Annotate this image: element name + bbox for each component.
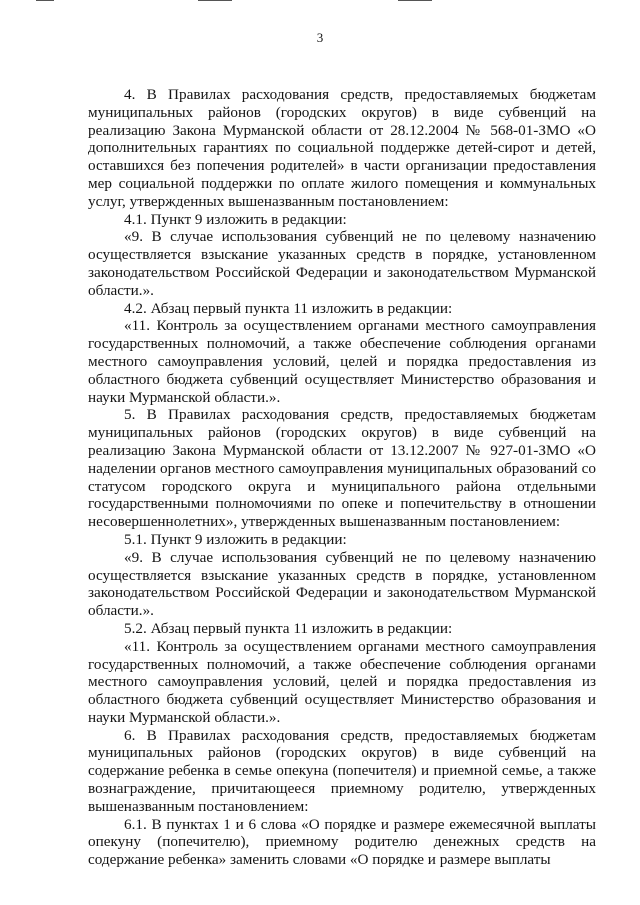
top-edge-rule-left bbox=[36, 0, 54, 1]
paragraph-5-1: 5.1. Пункт 9 изложить в редакции: bbox=[124, 530, 347, 548]
paragraph-4-1: 4.1. Пункт 9 изложить в редакции: bbox=[124, 210, 347, 228]
document-body bbox=[88, 86, 596, 869]
paragraph-4: 4. В Правилах расходования средств, предоставляемых бюджетам муниципальных районов (городских округов) в виде субвенций на реализацию Закона Мурманской области от 28.12.2004 № 568-01-ЗМО «О дополнительных гарантиях по социальной поддержке детей-сирот и детей, оставшихся без попечения родителей» в части организации предоставления мер социальной поддержки по оплате жилого помещения и коммунальных услуг, утвержденных вышеназванным постановлением: bbox=[88, 86, 596, 210]
paragraph-4-2: 4.2. Абзац первый пункта 11 изложить в редакции: bbox=[124, 299, 453, 317]
paragraph-4-1-quote: «9. В случае использования субвенций не по целевому назначению осуществляется взыскание указанных средств в порядке, установленном законодательством Российской Федерации и законодательством Мурманской области.». bbox=[88, 228, 596, 299]
paragraph-5-2: 5.2. Абзац первый пункта 11 изложить в редакции: bbox=[124, 619, 453, 637]
paragraph-6-1: 6.1. В пунктах 1 и 6 слова «О порядке и размере ежемесячной выплаты опекуну (попечителю), приемному родителю денежных средств на содержание ребенка» заменить словами «О порядке и размере выплаты bbox=[88, 815, 596, 869]
paragraph-5-1-quote: «9. В случае использования субвенций не по целевому назначению осуществляется взыскание указанных средств в порядке, установленном законодательством Российской Федерации и законодательством Мурманской области.». bbox=[88, 548, 596, 620]
paragraph-5-2-quote: «11. Контроль за осуществлением органами местного самоуправления государственных полномочий, а также обеспечение соблюдения органами местного самоуправления условий, целей и порядка предоставления из областного бюджета субвенций осуществляет Министерство образования и науки Мурманской области.». bbox=[88, 637, 596, 726]
paragraph-4-2-quote: «11. Контроль за осуществлением органами местного самоуправления государственных полномочий, а также обеспечение соблюдения органами местного самоуправления условий, целей и порядка предоставления из областного бюджета субвенций осуществляет Министерство образования и науки Мурманской области.». bbox=[88, 317, 596, 406]
top-edge-rule-center bbox=[198, 0, 232, 1]
page-number: 3 bbox=[316, 30, 324, 45]
top-edge-rule-right bbox=[398, 0, 432, 1]
paragraph-6: 6. В Правилах расходования средств, предоставляемых бюджетам муниципальных районов (городских округов) в виде субвенций на содержание ребенка в семье опекуна (попечителя) и приемной семье, а также вознаграждение, причитающееся приемному родителю, утвержденных вышеназванным постановлением: bbox=[88, 726, 596, 815]
paragraph-5: 5. В Правилах расходования средств, предоставляемых бюджетам муниципальных районов (городских округов) в виде субвенций на реализацию Закона Мурманской области от 13.12.2007 № 927-01-ЗМО «О наделении органов местного самоуправления муниципальных образований со статусом городского округа и муниципального района отдельными государственными полномочиями по опеке и попечительству в отношении несовершеннолетних», утвержденных вышеназванным постановлением: bbox=[88, 406, 596, 531]
